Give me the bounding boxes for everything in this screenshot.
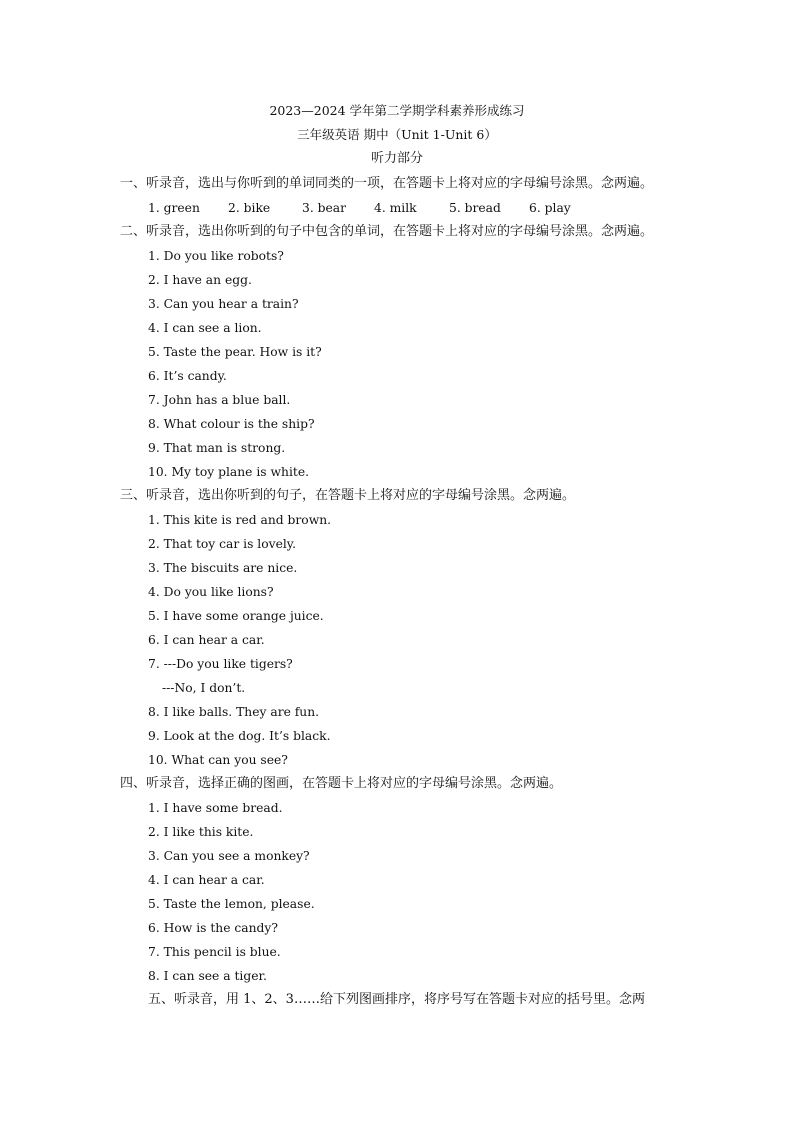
- list-item: 2. I like this kite.: [148, 825, 254, 839]
- list-item: 4. milk: [374, 201, 417, 215]
- list-item: 1. I have some bread.: [148, 801, 283, 815]
- list-item: 6. How is the candy?: [148, 921, 278, 935]
- list-item: 1. Do you like robots?: [148, 249, 284, 263]
- list-item: 1. green: [148, 201, 200, 215]
- list-item: 6. It’s candy.: [148, 369, 227, 383]
- listening-section-heading: 听力部分: [370, 151, 423, 166]
- list-item: 5. Taste the pear. How is it?: [148, 345, 322, 359]
- list-item: 3. The biscuits are nice.: [148, 561, 298, 575]
- list-item: 5. I have some orange juice.: [148, 609, 324, 623]
- list-item: 7. ---Do you like tigers?: [148, 657, 293, 671]
- section-5-title: 五、听录音，用 1、2、3……给下列图画排序，将序号写在答题卡对应的括号里。念两: [148, 992, 645, 1007]
- section-3-title: 三、听录音，选出你听到的句子，在答题卡上将对应的字母编号涂黑。念两遍。: [120, 488, 576, 503]
- list-item: ---No, I don’t.: [162, 681, 246, 695]
- list-item: 4. I can hear a car.: [148, 873, 265, 887]
- list-item: 8. What colour is the ship?: [148, 417, 315, 431]
- list-item: 9. That man is strong.: [148, 441, 286, 455]
- list-item: 8. I can see a tiger.: [148, 969, 267, 983]
- list-item: 1. This kite is red and brown.: [148, 513, 332, 527]
- list-item: 6. I can hear a car.: [148, 633, 265, 647]
- list-item: 2. That toy car is lovely.: [148, 537, 297, 551]
- list-item: 3. bear: [302, 201, 346, 215]
- section-4-title: 四、听录音，选择正确的图画，在答题卡上将对应的字母编号涂黑。念两遍。: [120, 776, 563, 791]
- list-item: 2. I have an egg.: [148, 273, 252, 287]
- list-item: 4. Do you like lions?: [148, 585, 274, 599]
- list-item: 7. John has a blue ball.: [148, 393, 291, 407]
- list-item: 4. I can see a lion.: [148, 321, 262, 335]
- list-item: 8. I like balls. They are fun.: [148, 705, 320, 719]
- section-2-title: 二、听录音，选出你听到的句子中包含的单词，在答题卡上将对应的字母编号涂黑。念两遍。: [120, 224, 654, 239]
- list-item: 6. play: [529, 201, 571, 215]
- section-1-title: 一、听录音，选出与你听到的单词同类的一项，在答题卡上将对应的字母编号涂黑。念两遍。: [120, 176, 654, 191]
- list-item: 3. Can you see a monkey?: [148, 849, 310, 863]
- list-item: 9. Look at the dog. It’s black.: [148, 729, 331, 743]
- list-item: 2. bike: [228, 201, 271, 215]
- list-item: 5. bread: [449, 201, 501, 215]
- exam-subtitle: 三年级英语 期中（Unit 1-Unit 6）: [297, 127, 497, 142]
- list-item: 5. Taste the lemon, please.: [148, 897, 315, 911]
- exam-title: 2023—2024 学年第二学期学科素养形成练习: [269, 103, 525, 118]
- list-item: 3. Can you hear a train?: [148, 297, 299, 311]
- list-item: 10. My toy plane is white.: [148, 465, 310, 479]
- list-item: 10. What can you see?: [148, 753, 288, 767]
- list-item: 7. This pencil is blue.: [148, 945, 281, 959]
